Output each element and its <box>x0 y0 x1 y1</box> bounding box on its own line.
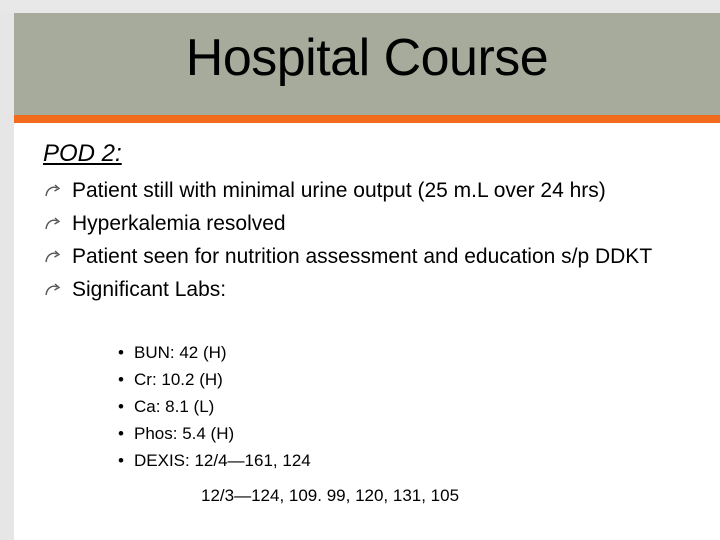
curved-arrow-icon <box>44 216 61 231</box>
lab-item <box>118 370 311 390</box>
bullet-text: Significant Labs: <box>72 278 227 301</box>
lab-continuation: 12/3—124, 109. 99, 120, 131, 105 <box>201 486 460 505</box>
curved-arrow-icon <box>44 249 61 264</box>
left-margin-strip <box>0 0 14 540</box>
lab-text: BUN: 42 (H) <box>134 343 227 362</box>
main-bullet-list <box>44 178 704 310</box>
lab-text: Ca: 8.1 (L) <box>134 397 215 416</box>
slide-title: Hospital Course <box>185 29 549 87</box>
bullet-dot: • <box>118 424 124 443</box>
lab-item <box>118 343 311 363</box>
lab-text: Cr: 10.2 (H) <box>134 370 223 389</box>
bullet-item <box>44 244 704 270</box>
lab-text: DEXIS: 12/4—161, 124 <box>134 451 311 470</box>
bullet-item <box>44 178 704 204</box>
lab-text: Phos: 5.4 (H) <box>134 424 235 443</box>
section-heading: POD 2: <box>43 140 122 167</box>
bullet-text: Patient still with minimal urine output (25 m.L over 24 hrs) <box>72 179 606 202</box>
accent-bar <box>14 115 720 123</box>
curved-arrow-icon <box>44 282 61 297</box>
bullet-item <box>44 277 704 303</box>
bullet-text: Patient seen for nutrition assessment and education s/p DDKT <box>72 245 653 268</box>
bullet-dot: • <box>118 451 124 470</box>
lab-item <box>118 451 311 471</box>
bullet-text: Hyperkalemia resolved <box>72 212 286 235</box>
lab-item <box>118 397 311 417</box>
bullet-dot: • <box>118 370 124 389</box>
bullet-item <box>44 211 704 237</box>
curved-arrow-icon <box>44 183 61 198</box>
labs-list <box>118 343 311 478</box>
top-margin-strip <box>0 0 720 13</box>
lab-item <box>118 424 311 444</box>
bullet-dot: • <box>118 397 124 416</box>
bullet-dot: • <box>118 343 124 362</box>
